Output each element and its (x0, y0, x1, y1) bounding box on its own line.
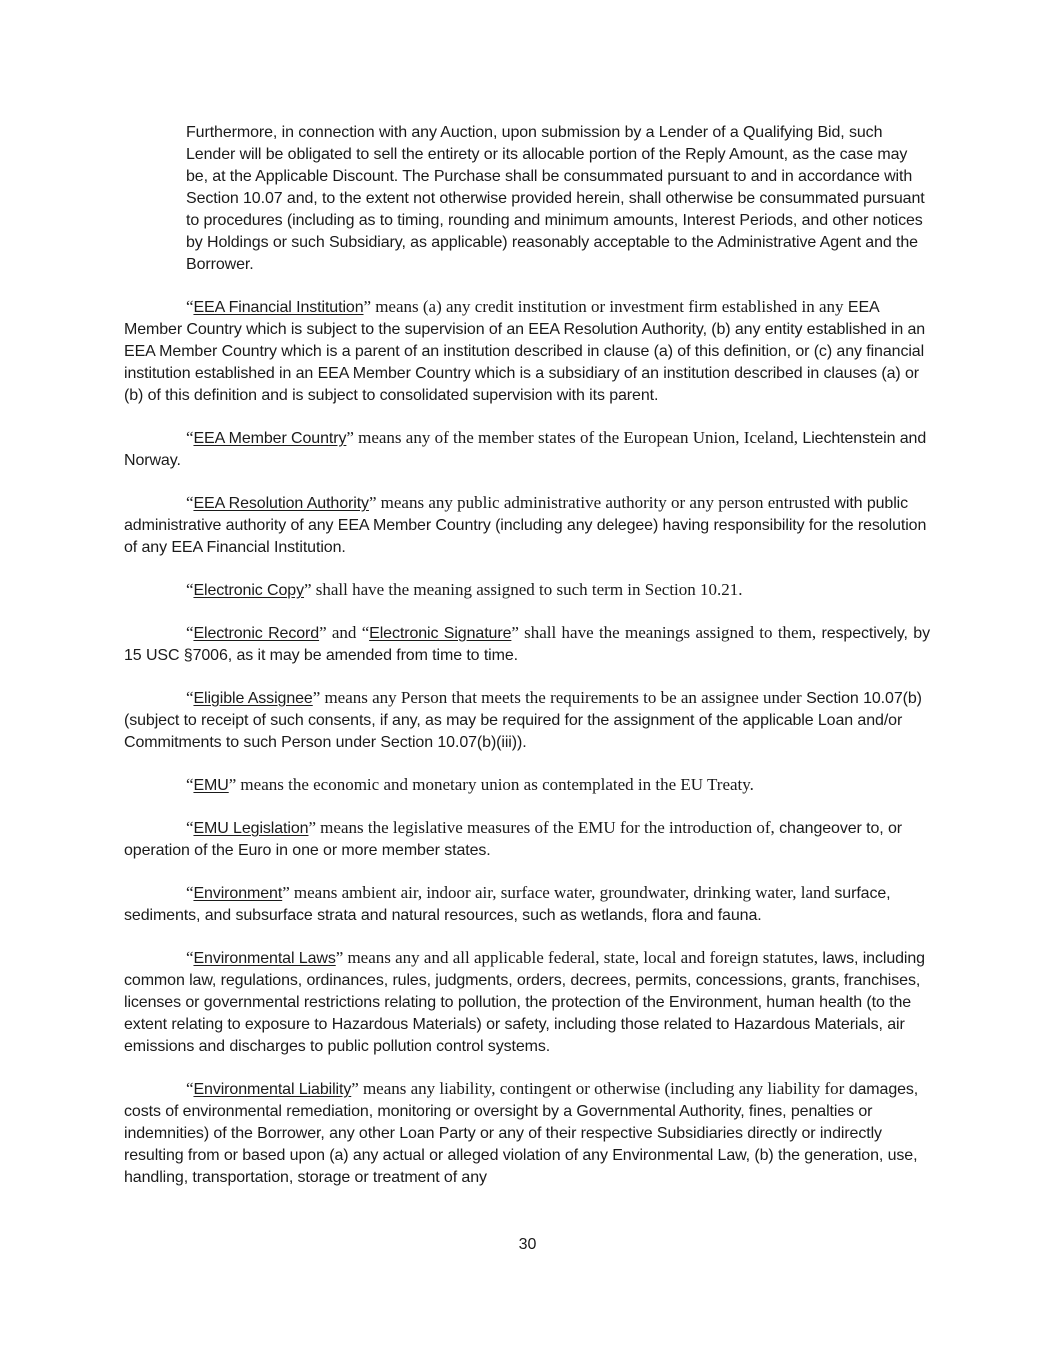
term-eea-financial-institution: EEA Financial Institution (193, 299, 364, 316)
definition-environment: “Environment” means ambient air, indoor air, surface water, groundwater, drinking water, land surface, sediments, and subsurface strata and natural resources, such as wetlands, flora and fauna. (124, 883, 891, 924)
definition-eea-member-country: “EEA Member Country” means any of the member states of the European Union, Iceland, Liechtenstein and Norway. (124, 428, 927, 469)
definition-electronic-copy: “Electronic Copy” shall have the meaning assigned to such term in Section 10.21. (186, 580, 743, 599)
definition-environmental-liability: “Environmental Liability” means any liability, contingent or otherwise (including any liability for damages, costs of environmental remediation, monitoring or oversight by a Governmental Authority, fines, penalties or indemnities) of the Borrower, any other Loan Party or any of their respective Subsidiaries directly or indirectly resulting from or based upon (a) any actual or alleged violation of any Environmental Law, (b) the generation, use, handling, transportation, storage or treatment of any (124, 1079, 919, 1186)
auction-paragraph: Furthermore, in connection with any Auction, upon submission by a Lender of a Qualifying Bid, such Lender will be obligated to sell the entirety or its allocable portion of the Reply Amount, as the case may be, at the Applicable Discount. The Purchase shall be consummated pursuant to and in accordance with Section 10.07 and, to the extent not otherwise provided herein, shall otherwise be consummated pursuant to procedures (including as to timing, rounding and minimum amounts, Interest Periods, and other notices by Holdings or such Subsidiary, as applicable) reasonably acceptable to the Administrative Agent and the Borrower. (186, 124, 925, 273)
definition-environmental-laws: “Environmental Laws” means any and all applicable federal, state, local and foreign statutes, laws, including common law, regulations, ordinances, rules, judgments, orders, decrees, permits, concessions, grants, franchises, licenses or governmental restrictions relating to pollution, the protection of the Environment, human health (to the extent relating to exposure to Hazardous Materials) or safety, including those related to Hazardous Materials, air emissions and discharges to public pollution control systems. (124, 948, 925, 1055)
term-emu-legislation: EMU Legislation (193, 820, 309, 837)
term-emu: EMU (193, 777, 229, 794)
term-eea-resolution-authority: EEA Resolution Authority (193, 495, 369, 512)
definition-eea-financial-institution: “EEA Financial Institution” means (a) any credit institution or investment firm established in any EEA Member Country which is subject to the supervision of an EEA Resolution Authority, (b) any entity established in an EEA Member Country which is a parent of an institution described in clause (a) of this definition, or (c) any financial institution established in an EEA Member Country which is a subsidiary of an institution described in clauses (a) or (b) of this definition and is subject to consolidated supervision with its parent. (124, 297, 926, 404)
definition-emu-legislation: “EMU Legislation” means the legislative measures of the EMU for the introduction of, changeover to, or operation of the Euro in one or more member states. (124, 818, 902, 859)
definition-electronic-record-signature: “Electronic Record” and “Electronic Signature” shall have the meanings assigned to them, respectively, by 15 USC §7006, as it may be amended from time to time. (124, 623, 931, 664)
term-environmental-liability: Environmental Liability (193, 1081, 352, 1098)
page-number: 30 (518, 1236, 537, 1253)
term-environment: Environment (193, 885, 283, 902)
term-electronic-signature: Electronic Signature (369, 625, 512, 642)
term-eligible-assignee: Eligible Assignee (193, 690, 313, 707)
term-electronic-record: Electronic Record (193, 625, 320, 642)
term-environmental-laws: Environmental Laws (193, 950, 336, 967)
definition-eea-resolution-authority: “EEA Resolution Authority” means any public administrative authority or any person entrusted with public administrative authority of any EEA Member Country (including any delegee) having responsibility for the resolution of any EEA Financial Institution. (124, 493, 927, 556)
definition-eligible-assignee: “Eligible Assignee” means any Person that meets the requirements to be an assignee under Section 10.07(b) (subject to receipt of such consents, if any, as may be required for the assignment of the applicable Loan and/or Commitments to such Person under Section 10.07(b)(iii)). (124, 688, 922, 751)
document-body (124, 122, 930, 1209)
term-electronic-copy: Electronic Copy (193, 582, 305, 599)
definition-emu: “EMU” means the economic and monetary union as contemplated in the EU Treaty. (186, 775, 754, 794)
term-eea-member-country: EEA Member Country (193, 430, 347, 447)
